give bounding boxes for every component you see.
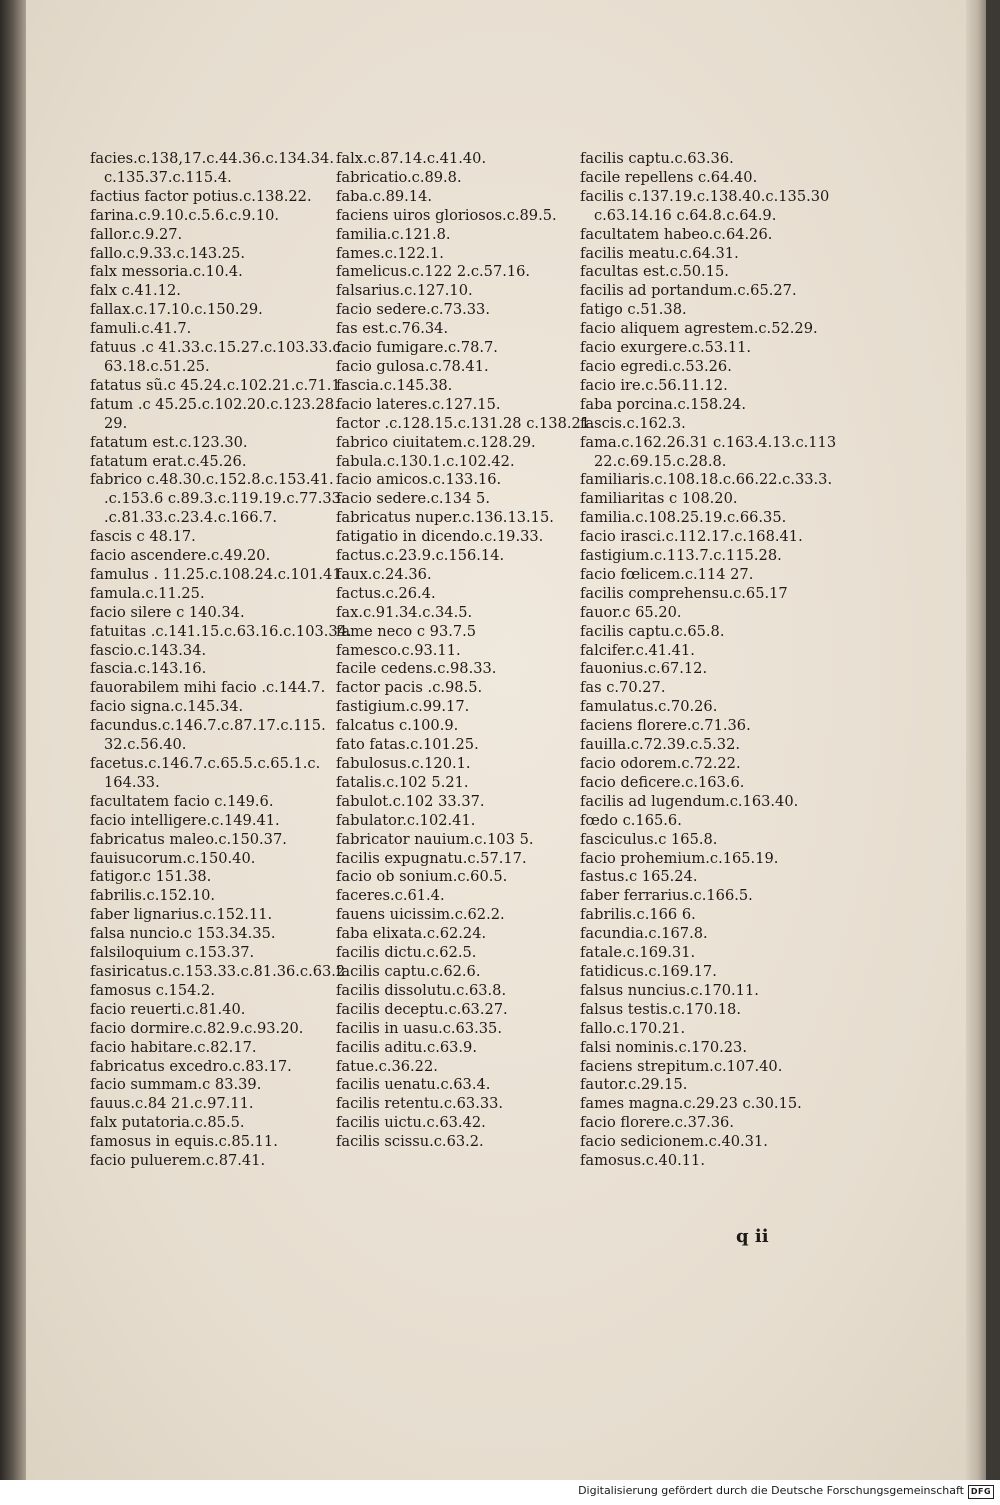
index-entry: famosus in equis.c.85.11.: [90, 1133, 278, 1151]
index-entry: farina.c.9.10.c.5.6.c.9.10.: [90, 206, 280, 224]
index-entry: fatigatio in dicendo.c.19.33.: [336, 528, 544, 546]
index-entry: familiaritas c 108.20.: [580, 490, 738, 508]
index-entry: facilis dissolutu.c.63.8.: [336, 981, 507, 999]
index-entry: falcifer.c.41.41.: [580, 641, 695, 659]
dfg-logo: DFG: [968, 1485, 994, 1499]
index-entry: fautor.c.29.15.: [580, 1076, 688, 1094]
index-entry: 63.18.c.51.25.: [104, 357, 210, 375]
index-entry: fabricatus maleo.c.150.37.: [90, 830, 287, 848]
index-entry: facilis comprehensu.c.65.17: [580, 584, 788, 602]
index-entry: facilis in uasu.c.63.35.: [336, 1019, 502, 1037]
index-entry: fascia.c.145.38.: [336, 376, 453, 394]
index-entry: facio silere c 140.34.: [90, 603, 245, 621]
index-entry: famula.c.11.25.: [90, 584, 205, 602]
index-entry: fastigium.c.113.7.c.115.28.: [580, 547, 782, 565]
index-entry: facultatem habeo.c.64.26.: [580, 225, 773, 243]
index-entry: fatatum est.c.123.30.: [90, 433, 248, 451]
index-entry: facio deficere.c.163.6.: [580, 773, 745, 791]
index-entry: falsus testis.c.170.18.: [580, 1000, 741, 1018]
index-entry: falsa nuncio.c 153.34.35.: [90, 925, 276, 943]
index-entry: facile cedens.c.98.33.: [336, 660, 497, 678]
index-entry: facio intelligere.c.149.41.: [90, 811, 280, 829]
index-entry: c.63.14.16 c.64.8.c.64.9.: [594, 206, 777, 224]
index-entry: fauor.c 65.20.: [580, 603, 682, 621]
index-entry: facio amicos.c.133.16.: [336, 471, 502, 489]
index-entry: famulus . 11.25.c.108.24.c.101.41.: [90, 565, 347, 583]
index-entry: facilis uictu.c.63.42.: [336, 1114, 486, 1132]
index-column-1: [90, 150, 352, 1171]
index-entry: facile repellens c.64.40.: [580, 168, 758, 186]
index-entry: fama.c.162.26.31 c.163.4.13.c.113: [580, 433, 837, 451]
index-entry: familiaris.c.108.18.c.66.22.c.33.3.: [580, 471, 833, 489]
index-entry: fallo.c.9.33.c.143.25.: [90, 244, 246, 262]
index-entry: fauorabilem mihi facio .c.144.7.: [90, 679, 326, 697]
index-entry: fabrico ciuitatem.c.128.29.: [336, 433, 536, 451]
index-entry: facio irasci.c.112.17.c.168.41.: [580, 528, 803, 546]
index-entry: falsiloquium c.153.37.: [90, 944, 255, 962]
index-entry: fauus.c.84 21.c.97.11.: [90, 1095, 254, 1113]
index-entry: familia.c.121.8.: [336, 225, 451, 243]
index-entry: famuli.c.41.7.: [90, 320, 192, 338]
index-entry: fascis c 48.17.: [90, 528, 196, 546]
index-entry: faceres.c.61.4.: [336, 887, 445, 905]
digitization-footer: [0, 1480, 1000, 1505]
index-entry: facio sedere.c.134 5.: [336, 490, 490, 508]
index-entry: faba porcina.c.158.24.: [580, 395, 746, 413]
index-entry: faciens uiros gloriosos.c.89.5.: [336, 206, 557, 224]
index-entry: faciens florere.c.71.36.: [580, 717, 751, 735]
index-entry: fas est.c.76.34.: [336, 320, 449, 338]
index-entry: fauens uicissim.c.62.2.: [336, 906, 505, 924]
index-entry: facio gulosa.c.78.41.: [336, 357, 489, 375]
index-entry: fatum .c 45.25.c.102.20.c.123.28.: [90, 395, 339, 413]
index-entry: famulatus.c.70.26.: [580, 698, 718, 716]
index-entry: factius factor potius.c.138.22.: [90, 187, 312, 205]
index-entry: falx messoria.c.10.4.: [90, 263, 243, 281]
index-entry: facies.c.138,17.c.44.36.c.134.34.: [90, 150, 334, 167]
index-entry: falsi nominis.c.170.23.: [580, 1038, 747, 1056]
index-entry: facio sedere.c.73.33.: [336, 301, 490, 319]
index-entry: faber ferrarius.c.166.5.: [580, 887, 753, 905]
index-entry: facio ob sonium.c.60.5.: [336, 868, 508, 886]
index-entry: fatatus sũ.c 45.24.c.102.21.c.71.1.: [90, 376, 346, 394]
index-column-3: [580, 150, 836, 1171]
index-entry: facio fœlicem.c.114 27.: [580, 565, 754, 583]
index-entry: falsarius.c.127.10.: [336, 282, 473, 300]
index-entry: fatue.c.36.22.: [336, 1057, 438, 1075]
index-entry: facio sedicionem.c.40.31.: [580, 1133, 768, 1151]
index-entry: facio puluerem.c.87.41.: [90, 1152, 266, 1170]
index-entry: 29.: [104, 414, 128, 432]
index-entry: facilis dictu.c.62.5.: [336, 944, 477, 962]
index-entry: facio lateres.c.127.15.: [336, 395, 501, 413]
index-entry: fabrilis.c.152.10.: [90, 887, 216, 905]
index-entry: fabricatus nuper.c.136.13.15.: [336, 509, 554, 527]
index-entry: facio summam.c 83.39.: [90, 1076, 262, 1094]
index-entry: facio reuerti.c.81.40.: [90, 1000, 246, 1018]
index-entry: facilis scissu.c.63.2.: [336, 1133, 484, 1151]
index-entry: famosus c.154.2.: [90, 981, 215, 999]
index-entry: fasiricatus.c.153.33.c.81.36.c.63.2.: [90, 962, 350, 980]
index-entry: fastus.c 165.24.: [580, 868, 698, 886]
index-entry: falx putatoria.c.85.5.: [90, 1114, 245, 1132]
index-entry: fames magna.c.29.23 c.30.15.: [580, 1095, 802, 1113]
index-entry: fallax.c.17.10.c.150.29.: [90, 301, 263, 319]
index-entry: fatigor.c 151.38.: [90, 868, 212, 886]
index-entry: .c.81.33.c.23.4.c.166.7.: [104, 509, 278, 527]
index-entry: fabulosus.c.120.1.: [336, 755, 471, 772]
index-entry: fascio.c.143.34.: [90, 641, 207, 659]
index-entry: fas c.70.27.: [580, 679, 666, 697]
index-entry: fabula.c.130.1.c.102.42.: [336, 452, 515, 470]
index-entry: .c.153.6 c.89.3.c.119.19.c.77.33.: [104, 490, 346, 508]
index-entry: falx c.41.12.: [90, 282, 181, 300]
index-entry: fatalis.c.102 5.21.: [336, 773, 469, 791]
index-column-2: [336, 150, 595, 1152]
index-entry: facio ire.c.56.11.12.: [580, 376, 728, 394]
index-entry: c.135.37.c.115.4.: [104, 168, 232, 186]
index-entry: faba.c.89.14.: [336, 187, 433, 205]
index-entry: fallor.c.9.27.: [90, 225, 183, 243]
index-entry: fœdo c.165.6.: [580, 811, 682, 829]
index-entry: fauonius.c.67.12.: [580, 660, 708, 678]
index-entry: facilis captu.c.65.8.: [580, 622, 725, 640]
index-entry: facio aliquem agrestem.c.52.29.: [580, 320, 818, 338]
index-entry: fax.c.91.34.c.34.5.: [336, 603, 473, 621]
index-entry: facilis captu.c.63.36.: [580, 150, 734, 167]
index-entry: fasciculus.c 165.8.: [580, 830, 718, 848]
index-entry: fatale.c.169.31.: [580, 944, 696, 962]
index-entry: fabricator nauium.c.103 5.: [336, 830, 534, 848]
index-entry: faux.c.24.36.: [336, 565, 432, 583]
index-entry: facio odorem.c.72.22.: [580, 755, 741, 772]
index-entry: facio ascendere.c.49.20.: [90, 547, 271, 565]
index-entry: faciens strepitum.c.107.40.: [580, 1057, 783, 1075]
index-entry: facundus.c.146.7.c.87.17.c.115.: [90, 717, 326, 735]
index-entry: facio florere.c.37.36.: [580, 1114, 734, 1132]
index-entry: fabrico c.48.30.c.152.8.c.153.41.: [90, 471, 334, 489]
index-entry: faber lignarius.c.152.11.: [90, 906, 273, 924]
index-entry: facio signa.c.145.34.: [90, 698, 244, 716]
index-entry: facilis deceptu.c.63.27.: [336, 1000, 508, 1018]
index-entry: fabricatus excedro.c.83.17.: [90, 1057, 292, 1075]
index-entry: facilis ad lugendum.c.163.40.: [580, 792, 799, 810]
index-entry: familia.c.108.25.19.c.66.35.: [580, 509, 787, 527]
index-entry: fauilla.c.72.39.c.5.32.: [580, 736, 741, 754]
index-entry: facio fumigare.c.78.7.: [336, 339, 498, 357]
index-entry: factor .c.128.15.c.131.28 c.138.21.: [336, 414, 595, 432]
index-entry: fame neco c 93.7.5: [336, 622, 477, 640]
dfg-credit-text: Digitalisierung gefördert durch die Deutsche Forschungsgemeinschaft: [578, 1484, 964, 1497]
page-edge: [966, 0, 986, 1480]
index-entry: 22.c.69.15.c.28.8.: [594, 452, 727, 470]
index-entry: 32.c.56.40.: [104, 736, 187, 754]
index-entry: fatuitas .c.141.15.c.63.16.c.103.34.: [90, 622, 352, 640]
index-entry: fallo.c.170.21.: [580, 1019, 686, 1037]
index-entry: facio dormire.c.82.9.c.93.20.: [90, 1019, 304, 1037]
index-entry: facetus.c.146.7.c.65.5.c.65.1.c.: [90, 755, 321, 772]
index-entry: fabrilis.c.166 6.: [580, 906, 696, 924]
index-entry: factor pacis .c.98.5.: [336, 679, 483, 697]
index-entry: factus.c.26.4.: [336, 584, 436, 602]
index-entry: faba elixata.c.62.24.: [336, 925, 487, 943]
index-entry: falcatus c.100.9.: [336, 717, 459, 735]
index-entry: facilis c.137.19.c.138.40.c.135.30: [580, 187, 830, 205]
index-entry: falx.c.87.14.c.41.40.: [336, 150, 487, 167]
index-entry: fatuus .c 41.33.c.15.27.c.103.33.c.: [90, 339, 346, 357]
index-entry: fames.c.122.1.: [336, 244, 444, 262]
index-entry: facilis aditu.c.63.9.: [336, 1038, 477, 1056]
index-entry: fastigium.c.99.17.: [336, 698, 470, 716]
gathering-signature: q ii: [736, 1226, 769, 1247]
index-entry: fato fatas.c.101.25.: [336, 736, 479, 754]
index-entry: fascia.c.143.16.: [90, 660, 207, 678]
index-entry: facilis captu.c.62.6.: [336, 962, 481, 980]
index-entry: 164.33.: [104, 773, 160, 791]
index-entry: fabricatio.c.89.8.: [336, 168, 462, 186]
index-entry: famelicus.c.122 2.c.57.16.: [336, 263, 531, 281]
index-entry: fatidicus.c.169.17.: [580, 962, 717, 980]
index-entry: fatatum erat.c.45.26.: [90, 452, 247, 470]
index-entry: facio exurgere.c.53.11.: [580, 339, 752, 357]
index-entry: fatigo c.51.38.: [580, 301, 687, 319]
index-entry: facio egredi.c.53.26.: [580, 357, 732, 375]
index-entry: facilis expugnatu.c.57.17.: [336, 849, 527, 867]
index-entry: facilis uenatu.c.63.4.: [336, 1076, 491, 1094]
index-entry: facundia.c.167.8.: [580, 925, 708, 943]
index-entry: facio habitare.c.82.17.: [90, 1038, 257, 1056]
index-entry: fauisucorum.c.150.40.: [90, 849, 256, 867]
index-entry: facilis retentu.c.63.33.: [336, 1095, 504, 1113]
index-entry: facultatem facio c.149.6.: [90, 792, 274, 810]
index-entry: fabulot.c.102 33.37.: [336, 792, 485, 810]
index-entry: facultas est.c.50.15.: [580, 263, 729, 281]
index-entry: fabulator.c.102.41.: [336, 811, 476, 829]
index-entry: famesco.c.93.11.: [336, 641, 461, 659]
index-entry: famosus.c.40.11.: [580, 1152, 705, 1170]
index-entry: fascis.c.162.3.: [580, 414, 686, 432]
index-entry: facilis meatu.c.64.31.: [580, 244, 739, 262]
index-entry: facio prohemium.c.165.19.: [580, 849, 779, 867]
index-entry: facilis ad portandum.c.65.27.: [580, 282, 797, 300]
index-entry: factus.c.23.9.c.156.14.: [336, 547, 505, 565]
index-entry: falsus nuncius.c.170.11.: [580, 981, 759, 999]
